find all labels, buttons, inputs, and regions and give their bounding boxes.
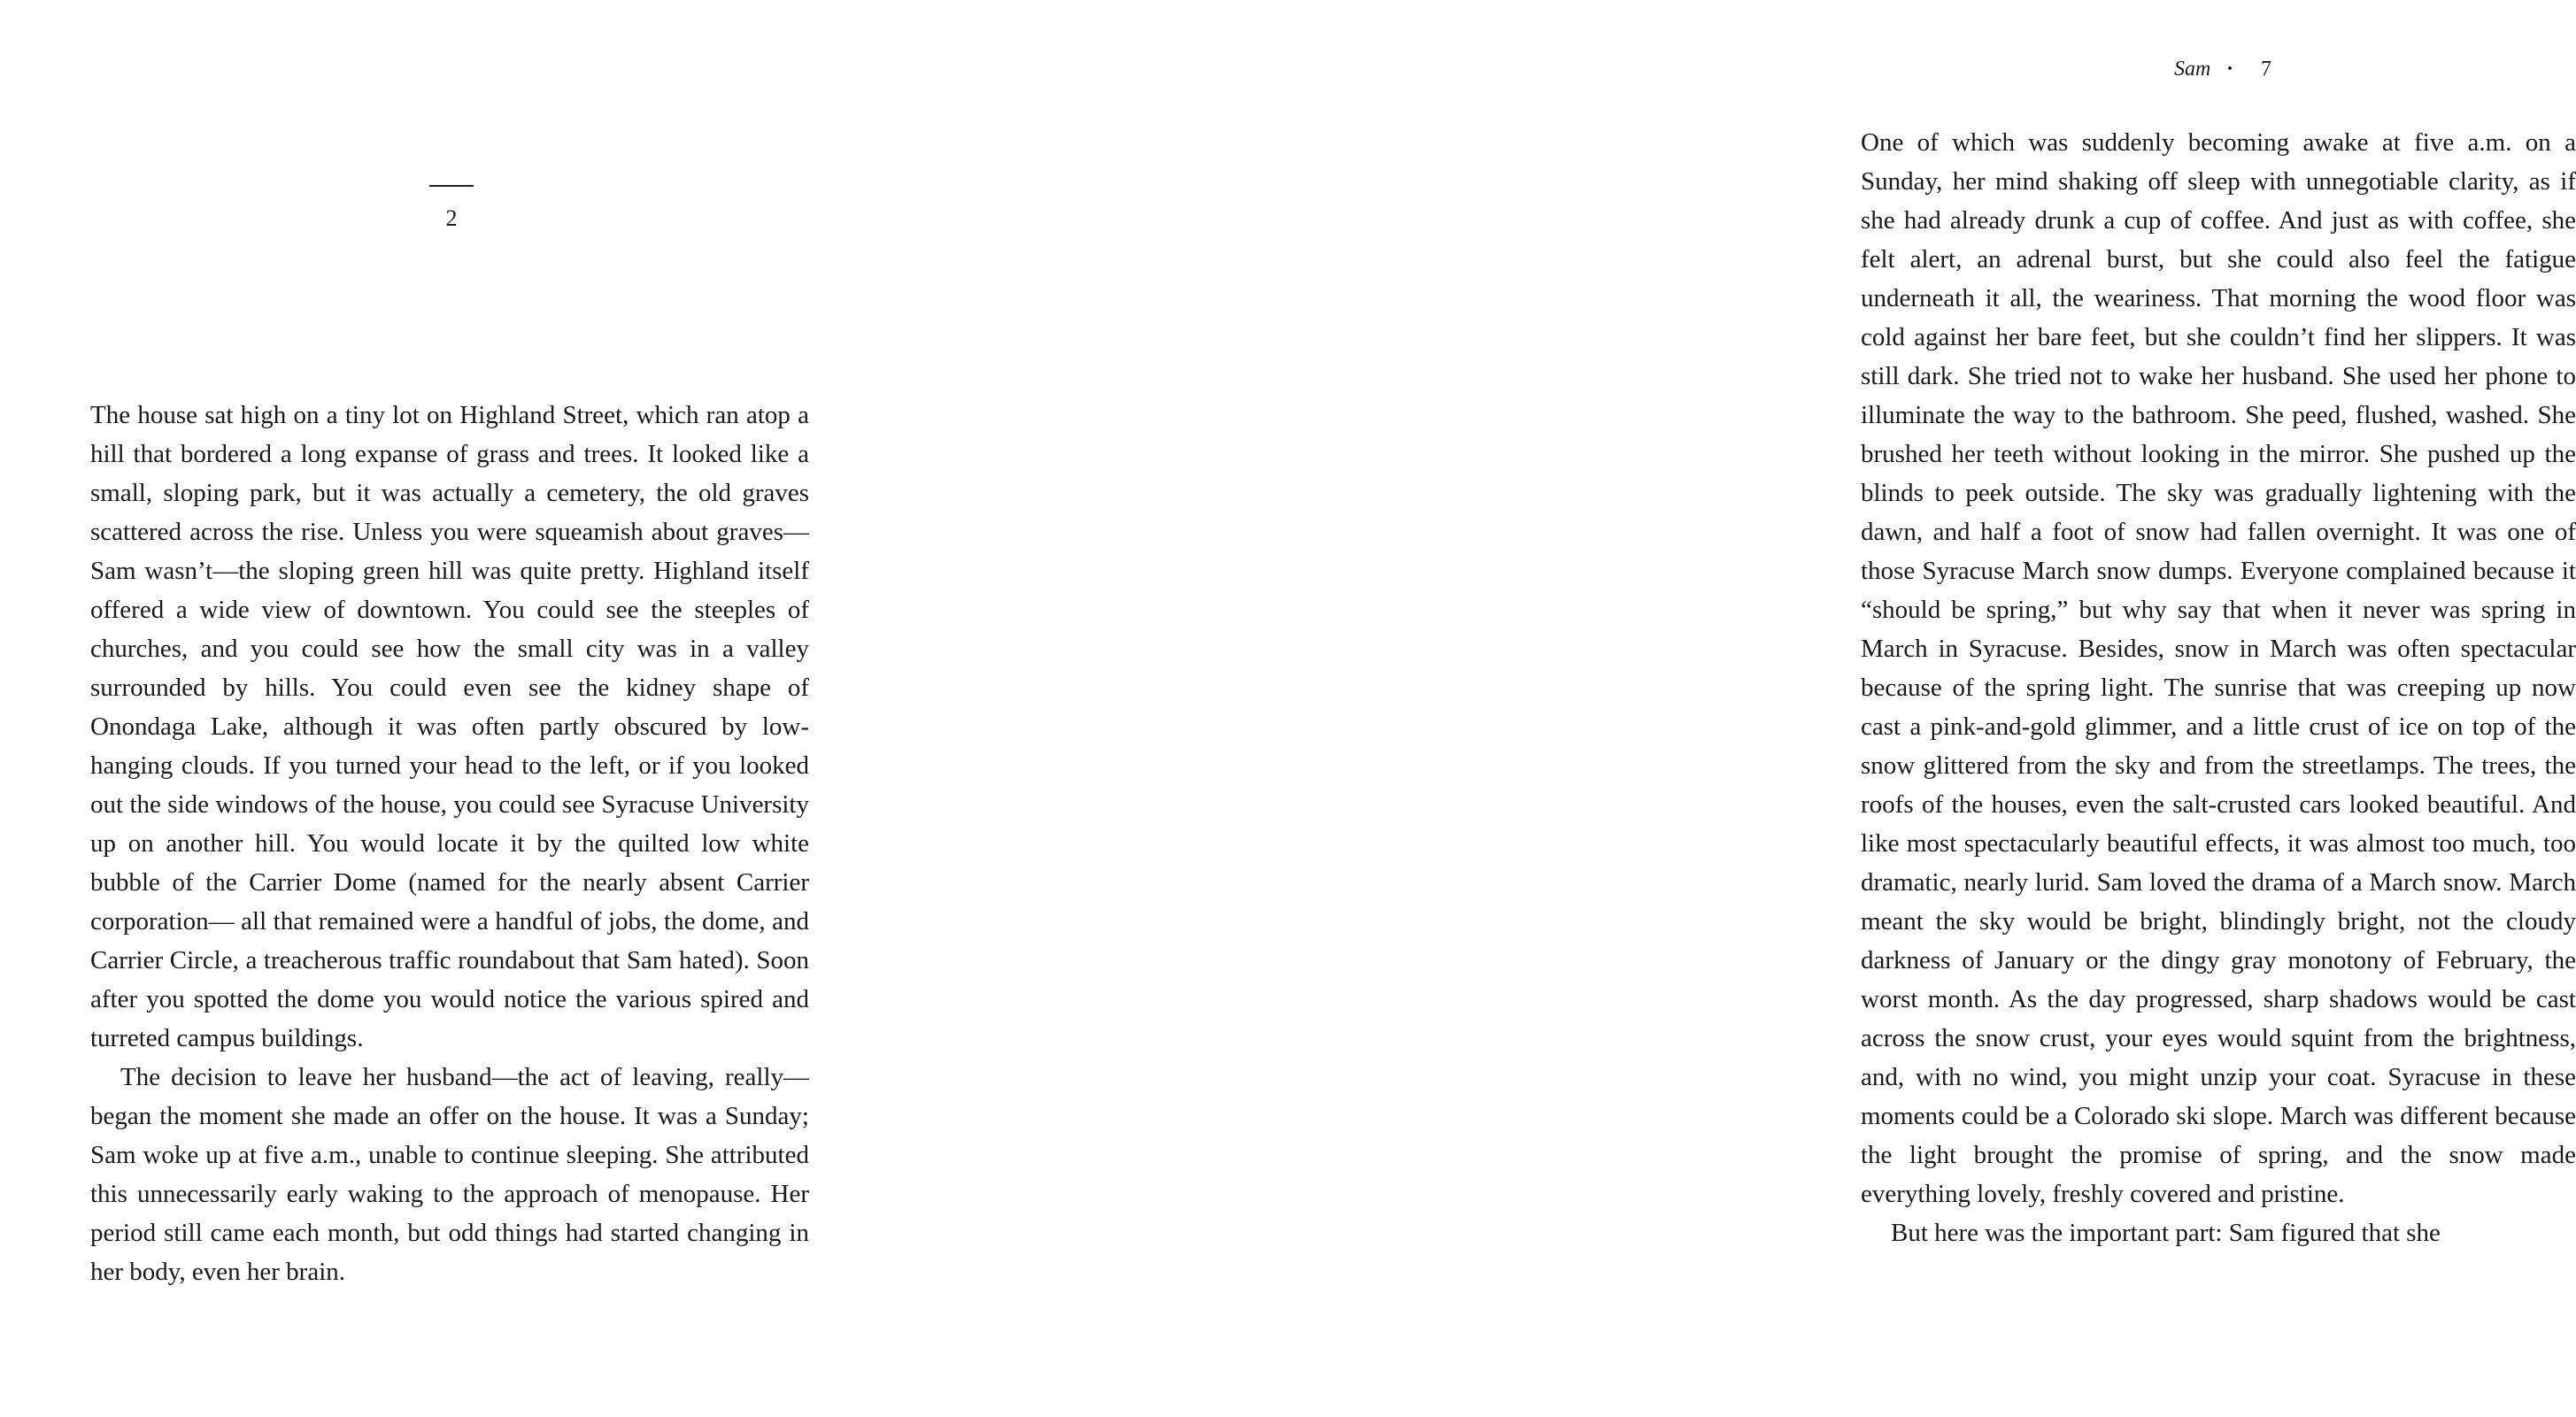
page-number: 7 xyxy=(2261,58,2271,81)
running-head xyxy=(2142,51,2319,87)
right-page-body xyxy=(1861,123,2576,1353)
paragraph: One of which was suddenly becoming awake at five a.m. on a Sunday, her mind shaking off sleep with unnegotiable clarity, as if she had already drunk a cup of coffee. And just as with coffee, she felt alert, an adrenal burst, but she could also feel the fatigue underneath it all, the weariness. That morning the wood floor was cold against her bare feet, but she couldn’t find her slippers. It was still dark. She tried not to wake her husband. She used her phone to illuminate the way to the bathroom. She peed, flushed, washed. She brushed her teeth without looking in the mirror. She pushed up the blinds to peek outside. The sky was gradually lightening with the dawn, and half a foot of snow had fallen overnight. It was one of those Syracuse March snow dumps. Everyone complained because it “should be spring,” but why say that when it never was spring in March in Syracuse. Besides, snow in March was often spectacular because of the spring light. The sunrise that was creeping up now cast a pink-and-gold glimmer, and a little crust of ice on top of the snow glittered from the sky and from the streetlamps. The trees, the roofs of the houses, even the salt-crusted cars looked beautiful. And like most spectacularly beautiful effects, it was almost too much, too dramatic, nearly lurid. Sam loved the drama of a March snow. March meant the sky would be bright, blindingly bright, not the cloudy darkness of January or the dingy gray monotony of February, the worst month. As the day progressed, sharp shadows would be cast across the snow crust, your eyes would squint from the brightness, and, with no wind, you might unzip your coat. Syracuse in these moments could be a Colorado ski slope. March was different because the light brought the promise of spring, and the snow made everything lovely, freshly covered and pristine. xyxy=(1861,128,2576,1208)
paragraph: The decision to leave her husband—the act of leaving, really—began the moment she made an offer on the house. It was a Sunday; Sam woke up at five a.m., unable to continue sleeping. She attributed this unnecessarily early waking to the approach of menopause. Her period still came each month, but odd things had started changing in her body, even her brain. xyxy=(90,1063,809,1286)
running-head-separator: · xyxy=(2226,58,2234,81)
left-page-body xyxy=(90,396,809,1352)
running-head-title: Sam xyxy=(2174,58,2211,81)
left-page xyxy=(0,0,885,1417)
paragraph: But here was the important part: Sam figured that she xyxy=(1891,1219,2441,1247)
paragraph: The house sat high on a tiny lot on Highland Street, which ran atop a hill that bordered a long expanse of grass and trees. It looked like a small, sloping park, but it was actually a cemetery, the old graves scattered across the rise. Unless you were squeamish about graves—Sam wasn’t—the sloping green hill was quite pretty. Highland itself offered a wide view of downtown. You could see the steeples of churches, and you could see how the small city was in a valley surrounded by hills. You could even see the kidney shape of Onondaga Lake, although it was often partly obscured by low-hanging clouds. If you turned your head to the left, or if you looked out the side windows of the house, you could see Syracuse University up on another hill. You would locate it by the quilted low white bubble of the Carrier Dome (named for the nearly absent Carrier corporation— all that remained were a handful of jobs, the dome, and Carrier Circle, a treacherous traffic roundabout that Sam hated). Soon after you spotted the dome you would notice the various spired and turreted campus buildings. xyxy=(90,401,809,1052)
chapter-number: 2 xyxy=(445,205,458,231)
chapter-rule xyxy=(429,185,474,187)
right-page xyxy=(885,0,2576,1417)
